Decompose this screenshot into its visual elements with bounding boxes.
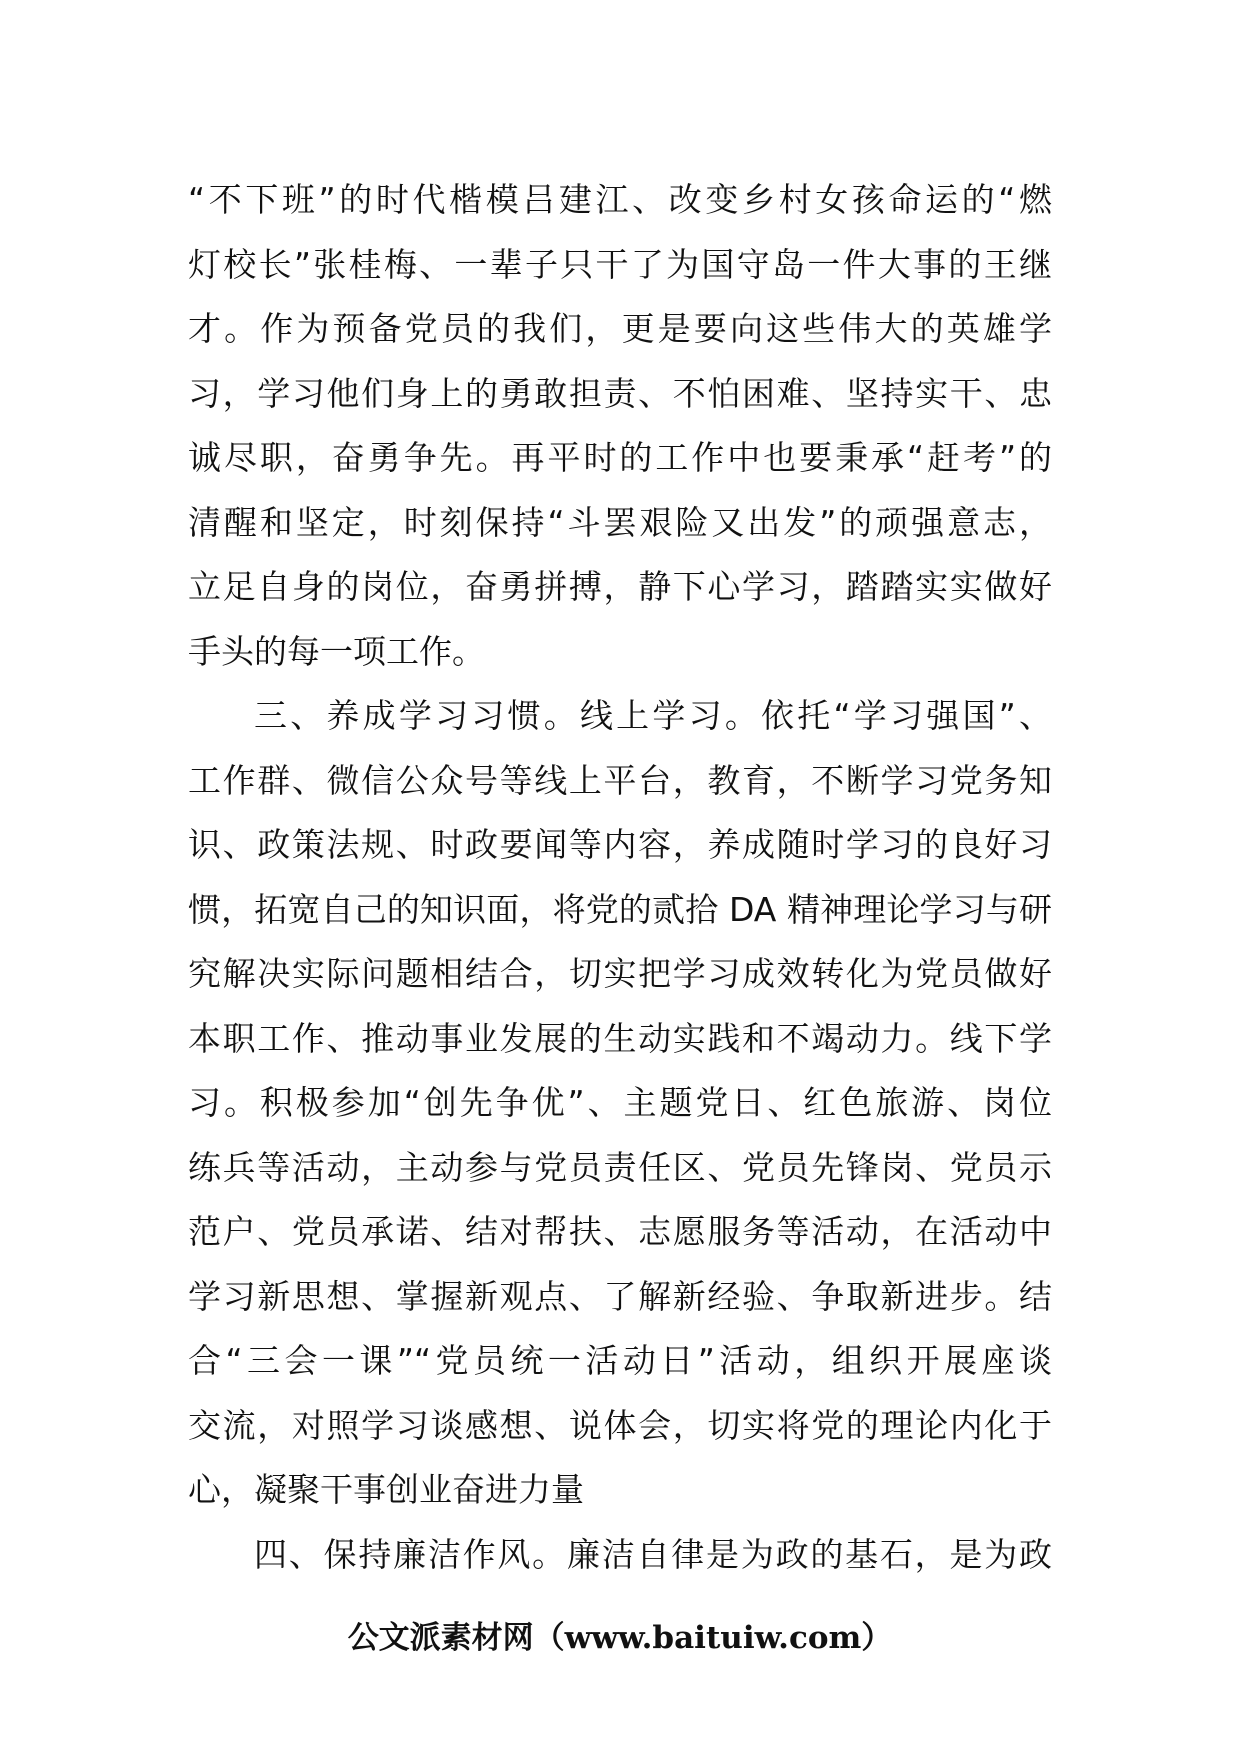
footer-watermark: 公文派素材网（www.baituiw.com）: [347, 1620, 893, 1656]
text-line: 立足自身的岗位，奋勇拼搏，静下心学习，踏踏实实做好: [188, 567, 1052, 606]
text-line: 才。作为预备党员的我们，更是要向这些伟大的英雄学: [188, 309, 1052, 348]
text-line: 诚尽职，奋勇争先。再平时的工作中也要秉承“赶考”的: [188, 438, 1052, 477]
text-line: 本职工作、推动事业发展的生动实践和不竭动力。线下学: [188, 1018, 1052, 1058]
text-line: 灯校长”张桂梅、一辈子只干了为国守岛一件大事的王继: [188, 244, 1052, 284]
text-line: 工作群、微信公众号等线上平台，教育，不断学习党务知: [188, 760, 1052, 800]
text-line: 学习新思想、掌握新观点、了解新经验、争取新进步。结: [188, 1276, 1052, 1316]
text-line: 心，凝聚干事创业奋进力量: [188, 1470, 584, 1509]
text-line: 交流，对照学习谈感想、说体会，切实将党的理论内化于: [188, 1405, 1052, 1445]
text-line: 清醒和坚定，时刻保持“斗罢艰险又出发”的顽强意志，: [188, 502, 1052, 542]
text-line: 识、政策法规、时政要闻等内容，养成随时学习的良好习: [188, 825, 1052, 864]
text-line: 习，学习他们身上的勇敢担责、不怕困难、坚持实干、忠: [188, 373, 1052, 413]
text-line: “不下班”的时代楷模吕建江、改变乡村女孩命运的“燃: [188, 180, 1052, 219]
text-line: 范户、党员承诺、结对帮扶、志愿服务等活动，在活动中: [188, 1212, 1052, 1251]
section-heading-line: 三、养成学习习惯。线上学习。依托“学习强国”、: [254, 696, 1052, 735]
text-line: 手头的每一项工作。: [188, 631, 485, 671]
section-heading-line: 四、保持廉洁作风。廉洁自律是为政的基石，是为政: [254, 1534, 1052, 1574]
text-line: 习。积极参加“创先争优”、主题党日、红色旅游、岗位: [188, 1083, 1052, 1122]
text-line: 合“三会一课”“党员统一活动日”活动，组织开展座谈: [188, 1341, 1052, 1380]
body-text: [188, 168, 1052, 1587]
text-line: 惯，拓宽自己的知识面，将党的贰拾 DA 精神理论学习与研: [188, 889, 1052, 929]
text-line: 练兵等活动，主动参与党员责任区、党员先锋岗、党员示: [188, 1147, 1052, 1187]
text-line: 究解决实际问题相结合，切实把学习成效转化为党员做好: [188, 954, 1052, 993]
